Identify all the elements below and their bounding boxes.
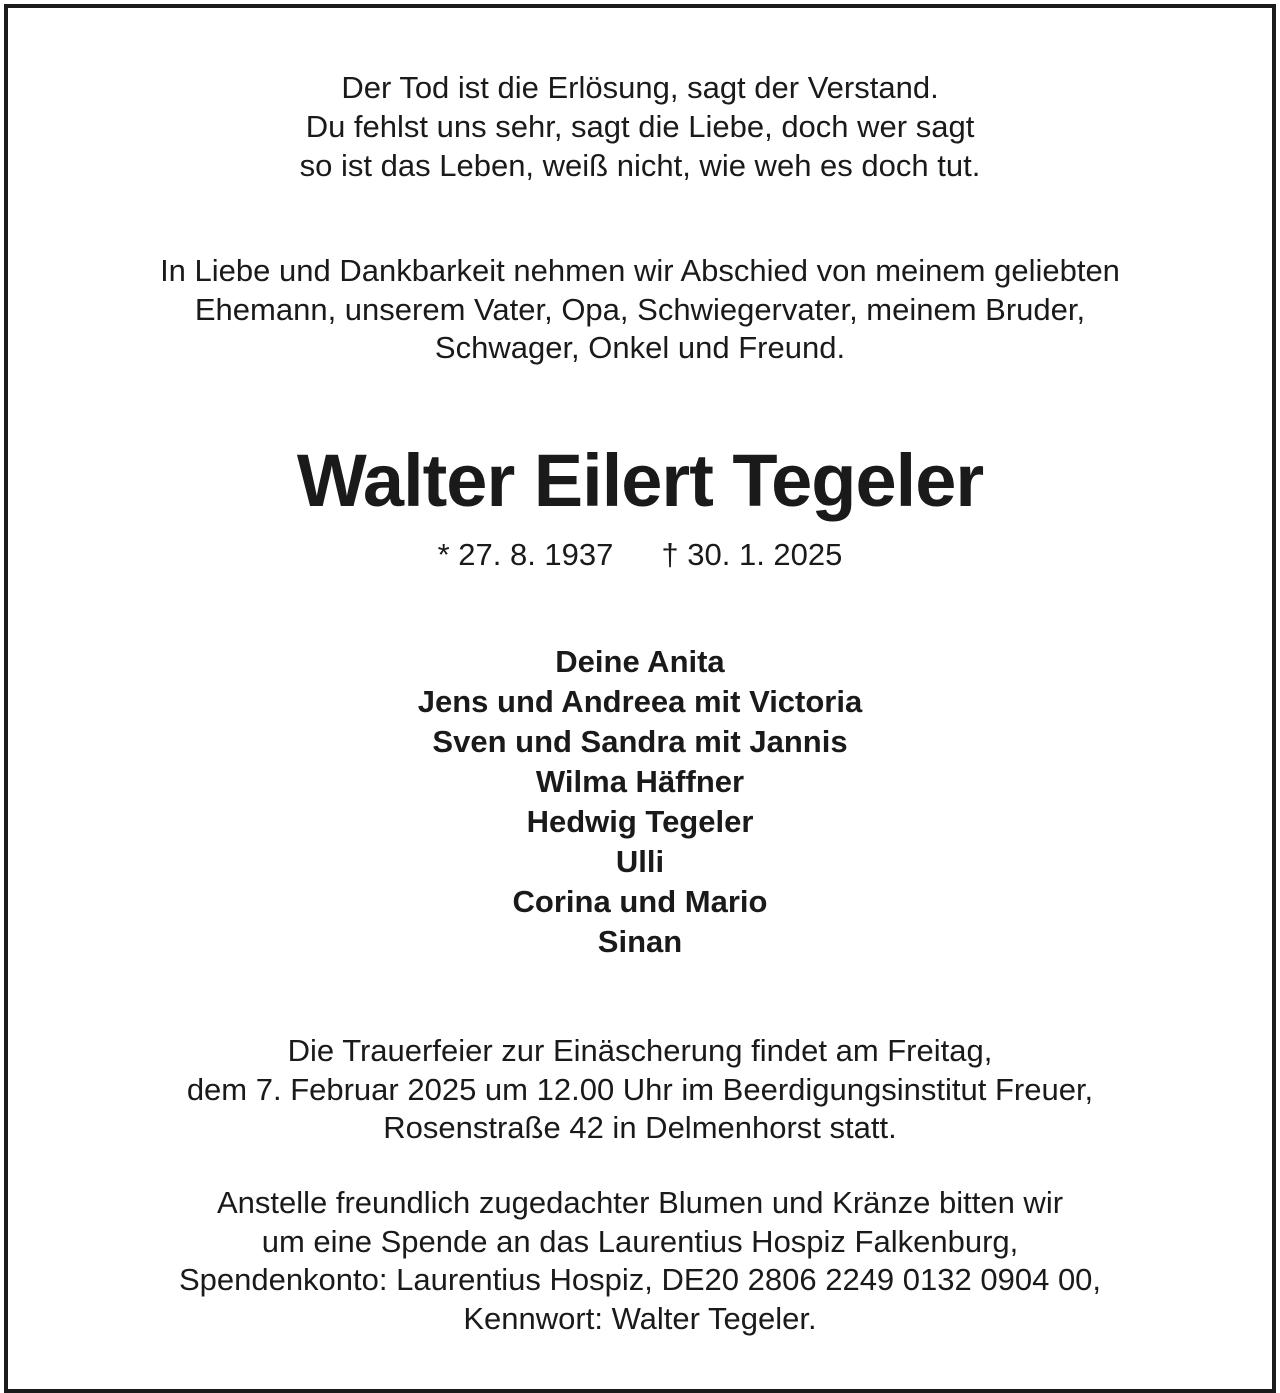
deceased-name: Walter Eilert Tegeler bbox=[296, 439, 984, 522]
poem-line: Der Tod ist die Erlösung, sagt der Verstand. bbox=[341, 70, 939, 105]
farewell-intro bbox=[8, 252, 1272, 368]
poem-line: Du fehlst uns sehr, sagt die Liebe, doch wer sagt bbox=[305, 109, 975, 144]
notice-frame bbox=[4, 4, 1276, 1393]
donation-line: Anstelle freundlich zugedachter Blumen und Kränze bitten wir bbox=[216, 1185, 1064, 1220]
mourner-name: Wilma Häffner bbox=[535, 764, 745, 799]
intro-line: Ehemann, unserem Vater, Opa, Schwiegervater, meinem Bruder, bbox=[194, 291, 1086, 327]
birth-date: * 27. 8. 1937 bbox=[437, 537, 614, 572]
funeral-service-info bbox=[8, 1032, 1272, 1148]
intro-line: Schwager, Onkel und Freund. bbox=[434, 330, 846, 365]
mourner-name: Corina und Mario bbox=[512, 884, 768, 919]
mourner-name: Hedwig Tegeler bbox=[526, 804, 754, 839]
life-dates bbox=[8, 536, 1272, 574]
service-line: dem 7. Februar 2025 um 12.00 Uhr im Beerdigungsinstitut Freuer, bbox=[186, 1071, 1094, 1107]
donation-line: Spendenkonto: Laurentius Hospiz, DE20 2806 2249 0132 0904 00, bbox=[178, 1262, 1102, 1297]
poem-line: so ist das Leben, weiß nicht, wie weh es doch tut. bbox=[299, 148, 981, 183]
service-line: Die Trauerfeier zur Einäscherung findet am Freitag, bbox=[287, 1033, 993, 1068]
mourner-name: Ulli bbox=[615, 844, 665, 879]
mourner-name: Sinan bbox=[597, 924, 683, 959]
donation-line: um eine Spende an das Laurentius Hospiz Falkenburg, bbox=[261, 1223, 1019, 1259]
mourners-list bbox=[8, 642, 1272, 962]
mourner-name: Sven und Sandra mit Jannis bbox=[432, 724, 848, 759]
service-line: Rosenstraße 42 in Delmenhorst statt. bbox=[383, 1110, 897, 1145]
poem-verse bbox=[8, 68, 1272, 185]
death-date: † 30. 1. 2025 bbox=[661, 537, 843, 572]
donation-info bbox=[8, 1184, 1272, 1338]
donation-line: Kennwort: Walter Tegeler. bbox=[463, 1300, 817, 1336]
mourner-name: Deine Anita bbox=[555, 644, 725, 679]
intro-line: In Liebe und Dankbarkeit nehmen wir Abschied von meinem geliebten bbox=[160, 253, 1120, 288]
mourner-name: Jens und Andreea mit Victoria bbox=[417, 684, 863, 719]
